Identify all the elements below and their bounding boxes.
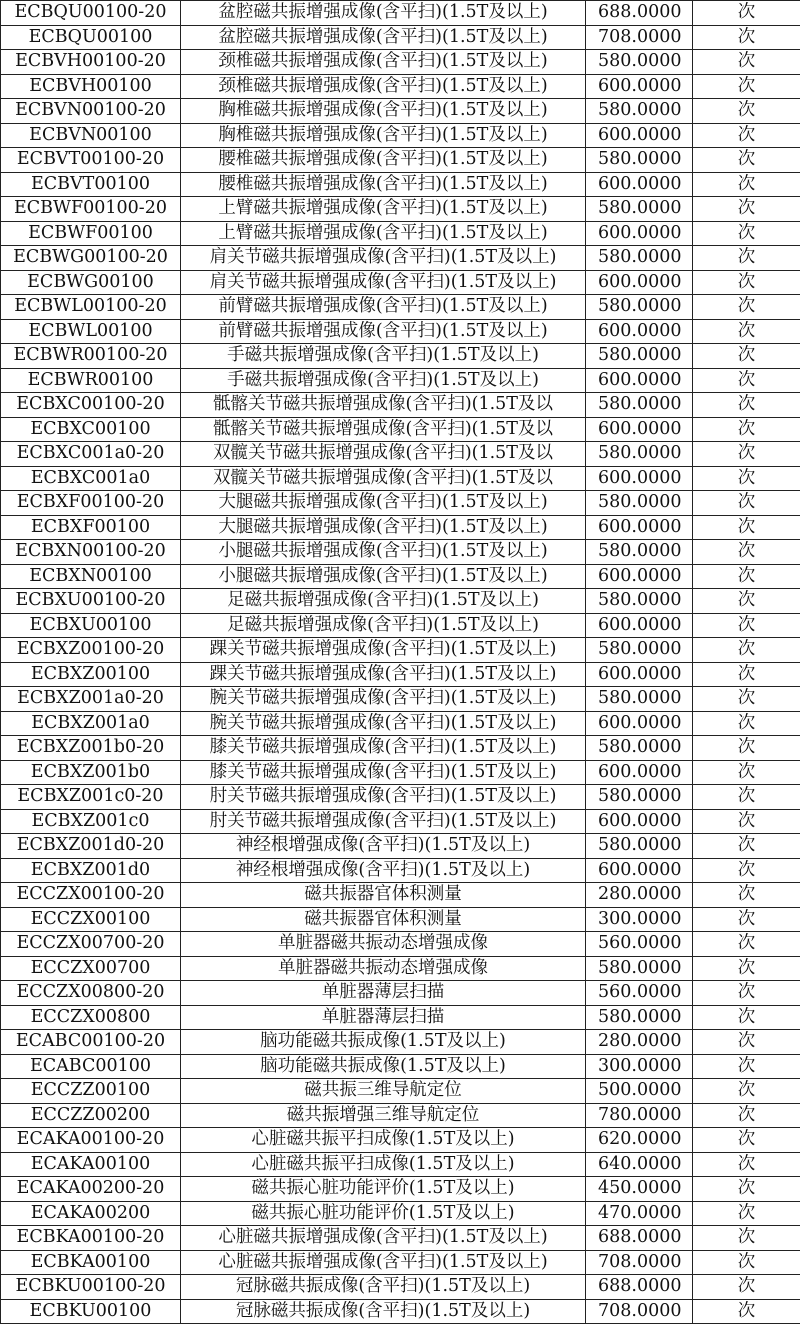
- item-name-cell: 神经根增强成像(含平扫)(1.5T及以上): [181, 858, 586, 883]
- item-price-cell: 600.0000: [586, 809, 693, 834]
- item-code-cell: ECBKA00100-20: [1, 1226, 181, 1251]
- item-name-cell: 肘关节磁共振增强成像(含平扫)(1.5T及以上): [181, 809, 586, 834]
- item-unit-cell: 次: [693, 809, 800, 834]
- table-row: [1, 368, 800, 393]
- item-unit-cell: 次: [693, 1275, 800, 1300]
- item-code-cell: ECBXZ001b0-20: [1, 736, 181, 761]
- item-name-cell: 手磁共振增强成像(含平扫)(1.5T及以上): [181, 344, 586, 369]
- item-price-cell: 688.0000: [586, 1275, 693, 1300]
- item-name-cell: 前臂磁共振增强成像(含平扫)(1.5T及以上): [181, 319, 586, 344]
- item-code-cell: ECBXN00100-20: [1, 540, 181, 565]
- item-name-cell: 大腿磁共振增强成像(含平扫)(1.5T及以上): [181, 515, 586, 540]
- table-row: [1, 491, 800, 516]
- table-row: [1, 736, 800, 761]
- item-price-cell: 580.0000: [586, 50, 693, 75]
- item-code-cell: ECBXZ001d0-20: [1, 834, 181, 859]
- item-code-cell: ECBKA00100: [1, 1250, 181, 1275]
- item-unit-cell: 次: [693, 172, 800, 197]
- table-row: [1, 319, 800, 344]
- item-price-cell: 580.0000: [586, 785, 693, 810]
- item-name-cell: 心脏磁共振增强成像(含平扫)(1.5T及以上): [181, 1250, 586, 1275]
- item-name-cell: 腰椎磁共振增强成像(含平扫)(1.5T及以上): [181, 148, 586, 173]
- item-code-cell: ECABC00100-20: [1, 1030, 181, 1055]
- item-unit-cell: 次: [693, 564, 800, 589]
- item-unit-cell: 次: [693, 1030, 800, 1055]
- table-row: [1, 466, 800, 491]
- item-name-cell: 腕关节磁共振增强成像(含平扫)(1.5T及以上): [181, 687, 586, 712]
- item-price-cell: 600.0000: [586, 417, 693, 442]
- table-row: [1, 1201, 800, 1226]
- item-unit-cell: 次: [693, 50, 800, 75]
- item-price-cell: 600.0000: [586, 662, 693, 687]
- item-price-cell: 600.0000: [586, 858, 693, 883]
- item-code-cell: ECBXU00100: [1, 613, 181, 638]
- item-unit-cell: 次: [693, 711, 800, 736]
- item-name-cell: 脑功能磁共振成像(1.5T及以上): [181, 1030, 586, 1055]
- item-name-cell: 足磁共振增强成像(含平扫)(1.5T及以上): [181, 613, 586, 638]
- item-price-cell: 600.0000: [586, 613, 693, 638]
- item-name-cell: 肩关节磁共振增强成像(含平扫)(1.5T及以上): [181, 270, 586, 295]
- table-row: [1, 1, 800, 26]
- item-price-cell: 600.0000: [586, 368, 693, 393]
- item-name-cell: 踝关节磁共振增强成像(含平扫)(1.5T及以上): [181, 638, 586, 663]
- item-unit-cell: 次: [693, 638, 800, 663]
- table-row: [1, 540, 800, 565]
- item-unit-cell: 次: [693, 295, 800, 320]
- item-unit-cell: 次: [693, 907, 800, 932]
- item-code-cell: ECBQU00100-20: [1, 1, 181, 26]
- item-unit-cell: 次: [693, 491, 800, 516]
- table-row: [1, 1226, 800, 1251]
- table-row: [1, 442, 800, 467]
- item-price-cell: 600.0000: [586, 760, 693, 785]
- item-code-cell: ECBXZ00100-20: [1, 638, 181, 663]
- item-name-cell: 冠脉磁共振成像(含平扫)(1.5T及以上): [181, 1299, 586, 1324]
- item-code-cell: ECBVH00100: [1, 74, 181, 99]
- item-unit-cell: 次: [693, 466, 800, 491]
- table-row: [1, 883, 800, 908]
- item-name-cell: 膝关节磁共振增强成像(含平扫)(1.5T及以上): [181, 736, 586, 761]
- item-code-cell: ECBWL00100: [1, 319, 181, 344]
- item-unit-cell: 次: [693, 246, 800, 271]
- item-unit-cell: 次: [693, 613, 800, 638]
- item-unit-cell: 次: [693, 662, 800, 687]
- table-row: [1, 417, 800, 442]
- item-name-cell: 盆腔磁共振增强成像(含平扫)(1.5T及以上): [181, 1, 586, 26]
- item-code-cell: ECBVN00100: [1, 123, 181, 148]
- item-name-cell: 磁共振心脏功能评价(1.5T及以上): [181, 1201, 586, 1226]
- item-price-cell: 280.0000: [586, 1030, 693, 1055]
- table-row: [1, 1054, 800, 1079]
- item-unit-cell: 次: [693, 858, 800, 883]
- item-code-cell: ECBXC00100: [1, 417, 181, 442]
- item-code-cell: ECBXZ001d0: [1, 858, 181, 883]
- item-unit-cell: 次: [693, 25, 800, 50]
- item-code-cell: ECBXZ001c0-20: [1, 785, 181, 810]
- item-code-cell: ECBVH00100-20: [1, 50, 181, 75]
- table-row: [1, 760, 800, 785]
- item-name-cell: 心脏磁共振平扫成像(1.5T及以上): [181, 1128, 586, 1153]
- item-name-cell: 小腿磁共振增强成像(含平扫)(1.5T及以上): [181, 564, 586, 589]
- item-price-cell: 688.0000: [586, 1, 693, 26]
- price-table-body: [1, 1, 800, 1324]
- table-row: [1, 246, 800, 271]
- item-price-cell: 600.0000: [586, 515, 693, 540]
- table-row: [1, 564, 800, 589]
- item-code-cell: ECBXC001a0-20: [1, 442, 181, 467]
- item-price-cell: 580.0000: [586, 589, 693, 614]
- item-code-cell: ECBXZ001b0: [1, 760, 181, 785]
- table-row: [1, 515, 800, 540]
- item-price-cell: 580.0000: [586, 638, 693, 663]
- item-price-cell: 560.0000: [586, 932, 693, 957]
- item-unit-cell: 次: [693, 834, 800, 859]
- item-unit-cell: 次: [693, 932, 800, 957]
- table-row: [1, 1177, 800, 1202]
- table-row: [1, 1128, 800, 1153]
- item-unit-cell: 次: [693, 74, 800, 99]
- item-price-cell: 580.0000: [586, 344, 693, 369]
- item-price-cell: 580.0000: [586, 736, 693, 761]
- item-price-cell: 300.0000: [586, 1054, 693, 1079]
- item-price-cell: 780.0000: [586, 1103, 693, 1128]
- item-name-cell: 磁共振三维导航定位: [181, 1079, 586, 1104]
- item-code-cell: ECBXZ001a0-20: [1, 687, 181, 712]
- table-row: [1, 1250, 800, 1275]
- item-code-cell: ECBVT00100-20: [1, 148, 181, 173]
- item-name-cell: 踝关节磁共振增强成像(含平扫)(1.5T及以上): [181, 662, 586, 687]
- item-unit-cell: 次: [693, 589, 800, 614]
- item-name-cell: 膝关节磁共振增强成像(含平扫)(1.5T及以上): [181, 760, 586, 785]
- item-code-cell: ECBWR00100-20: [1, 344, 181, 369]
- item-code-cell: ECAKA00100: [1, 1152, 181, 1177]
- item-name-cell: 肩关节磁共振增强成像(含平扫)(1.5T及以上): [181, 246, 586, 271]
- item-name-cell: 手磁共振增强成像(含平扫)(1.5T及以上): [181, 368, 586, 393]
- item-unit-cell: 次: [693, 981, 800, 1006]
- item-price-cell: 688.0000: [586, 1226, 693, 1251]
- item-code-cell: ECAKA00200: [1, 1201, 181, 1226]
- item-unit-cell: 次: [693, 1079, 800, 1104]
- item-code-cell: ECBXN00100: [1, 564, 181, 589]
- item-unit-cell: 次: [693, 1103, 800, 1128]
- item-price-cell: 600.0000: [586, 564, 693, 589]
- item-code-cell: ECBXU00100-20: [1, 589, 181, 614]
- item-price-cell: 580.0000: [586, 99, 693, 124]
- item-name-cell: 单脏器磁共振动态增强成像: [181, 932, 586, 957]
- item-price-cell: 580.0000: [586, 246, 693, 271]
- item-name-cell: 大腿磁共振增强成像(含平扫)(1.5T及以上): [181, 491, 586, 516]
- item-name-cell: 腕关节磁共振增强成像(含平扫)(1.5T及以上): [181, 711, 586, 736]
- item-price-cell: 580.0000: [586, 295, 693, 320]
- item-code-cell: ECBXC001a0: [1, 466, 181, 491]
- table-row: [1, 1152, 800, 1177]
- item-code-cell: ECAKA00100-20: [1, 1128, 181, 1153]
- table-row: [1, 638, 800, 663]
- item-name-cell: 足磁共振增强成像(含平扫)(1.5T及以上): [181, 589, 586, 614]
- table-row: [1, 711, 800, 736]
- item-name-cell: 胸椎磁共振增强成像(含平扫)(1.5T及以上): [181, 99, 586, 124]
- item-price-cell: 580.0000: [586, 197, 693, 222]
- table-row: [1, 197, 800, 222]
- item-unit-cell: 次: [693, 393, 800, 418]
- table-row: [1, 956, 800, 981]
- table-row: [1, 932, 800, 957]
- item-name-cell: 磁共振心脏功能评价(1.5T及以上): [181, 1177, 586, 1202]
- item-code-cell: ECBWF00100: [1, 221, 181, 246]
- item-unit-cell: 次: [693, 515, 800, 540]
- item-name-cell: 盆腔磁共振增强成像(含平扫)(1.5T及以上): [181, 25, 586, 50]
- item-price-cell: 580.0000: [586, 1005, 693, 1030]
- item-price-cell: 300.0000: [586, 907, 693, 932]
- item-unit-cell: 次: [693, 687, 800, 712]
- item-code-cell: ECBVT00100: [1, 172, 181, 197]
- item-price-cell: 580.0000: [586, 491, 693, 516]
- item-name-cell: 颈椎磁共振增强成像(含平扫)(1.5T及以上): [181, 74, 586, 99]
- item-code-cell: ECBWL00100-20: [1, 295, 181, 320]
- item-code-cell: ECBWF00100-20: [1, 197, 181, 222]
- table-row: [1, 1079, 800, 1104]
- item-name-cell: 前臂磁共振增强成像(含平扫)(1.5T及以上): [181, 295, 586, 320]
- table-row: [1, 25, 800, 50]
- item-price-cell: 470.0000: [586, 1201, 693, 1226]
- item-price-cell: 708.0000: [586, 1299, 693, 1324]
- item-price-cell: 600.0000: [586, 172, 693, 197]
- item-name-cell: 单脏器薄层扫描: [181, 1005, 586, 1030]
- item-price-cell: 580.0000: [586, 393, 693, 418]
- item-unit-cell: 次: [693, 123, 800, 148]
- table-row: [1, 589, 800, 614]
- item-name-cell: 肘关节磁共振增强成像(含平扫)(1.5T及以上): [181, 785, 586, 810]
- item-code-cell: ECBWG00100-20: [1, 246, 181, 271]
- item-name-cell: 颈椎磁共振增强成像(含平扫)(1.5T及以上): [181, 50, 586, 75]
- item-code-cell: ECCZZ00200: [1, 1103, 181, 1128]
- item-price-cell: 450.0000: [586, 1177, 693, 1202]
- item-code-cell: ECBKU00100-20: [1, 1275, 181, 1300]
- item-code-cell: ECBXC00100-20: [1, 393, 181, 418]
- item-code-cell: ECCZX00700-20: [1, 932, 181, 957]
- item-unit-cell: 次: [693, 319, 800, 344]
- item-name-cell: 胸椎磁共振增强成像(含平扫)(1.5T及以上): [181, 123, 586, 148]
- item-price-cell: 708.0000: [586, 1250, 693, 1275]
- item-unit-cell: 次: [693, 221, 800, 246]
- table-row: [1, 1103, 800, 1128]
- item-unit-cell: 次: [693, 1177, 800, 1202]
- item-code-cell: ECBXZ001c0: [1, 809, 181, 834]
- item-unit-cell: 次: [693, 1, 800, 26]
- item-price-cell: 640.0000: [586, 1152, 693, 1177]
- item-code-cell: ECBXF00100-20: [1, 491, 181, 516]
- item-price-cell: 600.0000: [586, 270, 693, 295]
- item-name-cell: 心脏磁共振增强成像(含平扫)(1.5T及以上): [181, 1226, 586, 1251]
- item-price-cell: 580.0000: [586, 442, 693, 467]
- item-price-cell: 580.0000: [586, 956, 693, 981]
- item-unit-cell: 次: [693, 1226, 800, 1251]
- item-unit-cell: 次: [693, 148, 800, 173]
- item-price-cell: 600.0000: [586, 221, 693, 246]
- item-price-cell: 708.0000: [586, 25, 693, 50]
- table-row: [1, 1299, 800, 1324]
- item-unit-cell: 次: [693, 1005, 800, 1030]
- item-name-cell: 上臂磁共振增强成像(含平扫)(1.5T及以上): [181, 221, 586, 246]
- item-code-cell: ECABC00100: [1, 1054, 181, 1079]
- table-row: [1, 344, 800, 369]
- item-name-cell: 磁共振器官体积测量: [181, 883, 586, 908]
- table-row: [1, 1005, 800, 1030]
- table-row: [1, 1030, 800, 1055]
- table-row: [1, 393, 800, 418]
- table-row: [1, 50, 800, 75]
- item-name-cell: 上臂磁共振增强成像(含平扫)(1.5T及以上): [181, 197, 586, 222]
- item-code-cell: ECAKA00200-20: [1, 1177, 181, 1202]
- item-price-cell: 600.0000: [586, 711, 693, 736]
- table-row: [1, 1275, 800, 1300]
- item-price-cell: 620.0000: [586, 1128, 693, 1153]
- item-unit-cell: 次: [693, 344, 800, 369]
- item-code-cell: ECCZX00800: [1, 1005, 181, 1030]
- table-row: [1, 834, 800, 859]
- item-code-cell: ECBKU00100: [1, 1299, 181, 1324]
- table-row: [1, 148, 800, 173]
- item-code-cell: ECBVN00100-20: [1, 99, 181, 124]
- table-row: [1, 123, 800, 148]
- item-code-cell: ECBXZ00100: [1, 662, 181, 687]
- item-name-cell: 冠脉磁共振成像(含平扫)(1.5T及以上): [181, 1275, 586, 1300]
- item-name-cell: 骶髂关节磁共振增强成像(含平扫)(1.5T及以: [181, 393, 586, 418]
- item-name-cell: 腰椎磁共振增强成像(含平扫)(1.5T及以上): [181, 172, 586, 197]
- item-unit-cell: 次: [693, 1299, 800, 1324]
- table-row: [1, 613, 800, 638]
- table-row: [1, 172, 800, 197]
- item-code-cell: ECCZX00100: [1, 907, 181, 932]
- table-row: [1, 809, 800, 834]
- table-row: [1, 981, 800, 1006]
- item-price-cell: 580.0000: [586, 148, 693, 173]
- item-code-cell: ECBWG00100: [1, 270, 181, 295]
- item-unit-cell: 次: [693, 1250, 800, 1275]
- item-code-cell: ECCZX00800-20: [1, 981, 181, 1006]
- item-unit-cell: 次: [693, 368, 800, 393]
- table-row: [1, 662, 800, 687]
- item-code-cell: ECBXF00100: [1, 515, 181, 540]
- item-price-cell: 600.0000: [586, 74, 693, 99]
- item-name-cell: 单脏器薄层扫描: [181, 981, 586, 1006]
- item-name-cell: 磁共振器官体积测量: [181, 907, 586, 932]
- item-name-cell: 心脏磁共振平扫成像(1.5T及以上): [181, 1152, 586, 1177]
- item-unit-cell: 次: [693, 417, 800, 442]
- item-code-cell: ECBXZ001a0: [1, 711, 181, 736]
- item-unit-cell: 次: [693, 785, 800, 810]
- item-code-cell: ECBWR00100: [1, 368, 181, 393]
- table-row: [1, 270, 800, 295]
- item-unit-cell: 次: [693, 1201, 800, 1226]
- item-name-cell: 脑功能磁共振成像(1.5T及以上): [181, 1054, 586, 1079]
- table-row: [1, 74, 800, 99]
- item-code-cell: ECCZZ00100: [1, 1079, 181, 1104]
- item-unit-cell: 次: [693, 99, 800, 124]
- item-name-cell: 单脏器磁共振动态增强成像: [181, 956, 586, 981]
- item-unit-cell: 次: [693, 883, 800, 908]
- item-unit-cell: 次: [693, 540, 800, 565]
- table-row: [1, 221, 800, 246]
- item-price-cell: 580.0000: [586, 687, 693, 712]
- table-row: [1, 907, 800, 932]
- item-unit-cell: 次: [693, 197, 800, 222]
- table-row: [1, 687, 800, 712]
- item-code-cell: ECCZX00100-20: [1, 883, 181, 908]
- item-unit-cell: 次: [693, 1054, 800, 1079]
- item-price-cell: 580.0000: [586, 540, 693, 565]
- item-price-cell: 560.0000: [586, 981, 693, 1006]
- table-row: [1, 295, 800, 320]
- item-price-cell: 600.0000: [586, 319, 693, 344]
- item-unit-cell: 次: [693, 270, 800, 295]
- item-price-cell: 600.0000: [586, 123, 693, 148]
- item-unit-cell: 次: [693, 760, 800, 785]
- item-unit-cell: 次: [693, 1128, 800, 1153]
- table-row: [1, 785, 800, 810]
- item-name-cell: 双髋关节磁共振增强成像(含平扫)(1.5T及以: [181, 442, 586, 467]
- table-row: [1, 99, 800, 124]
- item-code-cell: ECCZX00700: [1, 956, 181, 981]
- item-name-cell: 磁共振增强三维导航定位: [181, 1103, 586, 1128]
- item-price-cell: 580.0000: [586, 834, 693, 859]
- item-price-cell: 500.0000: [586, 1079, 693, 1104]
- item-unit-cell: 次: [693, 736, 800, 761]
- item-name-cell: 神经根增强成像(含平扫)(1.5T及以上): [181, 834, 586, 859]
- item-name-cell: 骶髂关节磁共振增强成像(含平扫)(1.5T及以: [181, 417, 586, 442]
- item-price-cell: 600.0000: [586, 466, 693, 491]
- item-price-cell: 280.0000: [586, 883, 693, 908]
- item-unit-cell: 次: [693, 1152, 800, 1177]
- item-name-cell: 双髋关节磁共振增强成像(含平扫)(1.5T及以: [181, 466, 586, 491]
- item-name-cell: 小腿磁共振增强成像(含平扫)(1.5T及以上): [181, 540, 586, 565]
- item-unit-cell: 次: [693, 442, 800, 467]
- table-row: [1, 858, 800, 883]
- item-unit-cell: 次: [693, 956, 800, 981]
- item-code-cell: ECBQU00100: [1, 25, 181, 50]
